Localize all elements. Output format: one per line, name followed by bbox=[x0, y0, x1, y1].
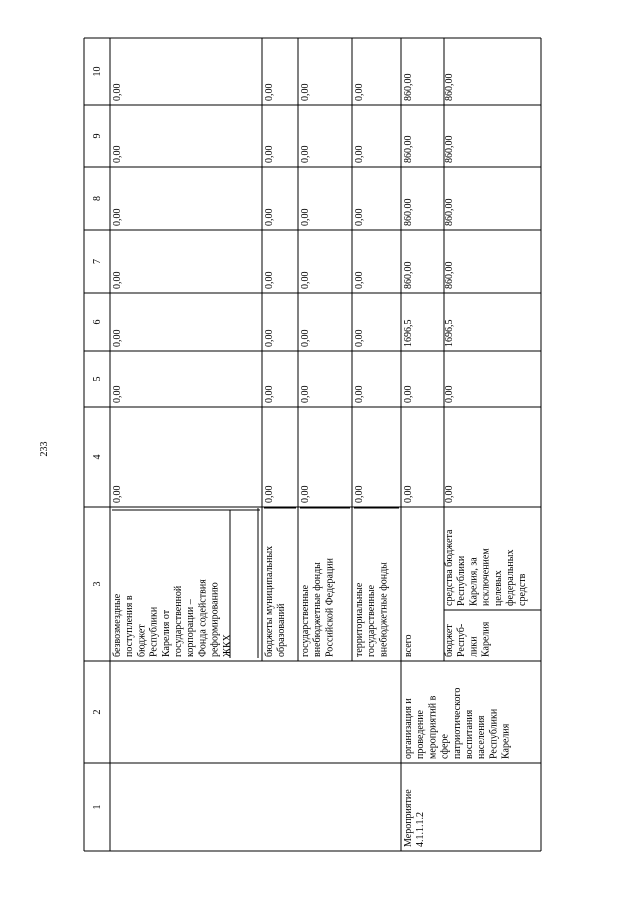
funding-source-detail: федеральных bbox=[505, 549, 516, 606]
row-name: организация и bbox=[403, 698, 414, 759]
row-name: Карелия bbox=[500, 723, 512, 759]
value-cell: 0,00 bbox=[403, 385, 414, 403]
funding-source: Карелия от bbox=[160, 609, 172, 657]
funding-source: лики bbox=[468, 636, 480, 657]
row-name: населения bbox=[476, 715, 488, 759]
value-cell: 860,00 bbox=[403, 73, 414, 101]
value-cell: 0,00 bbox=[264, 385, 275, 403]
funding-source-detail: Карелия, за bbox=[468, 557, 480, 606]
value-cell: 0,00 bbox=[300, 271, 311, 289]
funding-source: всего bbox=[403, 634, 414, 657]
funding-source-detail: средства бюджета bbox=[444, 529, 455, 606]
column-header: 5 bbox=[92, 376, 103, 382]
row-name: сфере bbox=[439, 734, 451, 759]
value-cell: 0,00 bbox=[354, 208, 365, 226]
value-cell: 860,00 bbox=[403, 198, 414, 226]
funding-source: безвозмездные bbox=[112, 593, 123, 657]
funding-source: ЖКХ bbox=[221, 634, 233, 657]
funding-source: реформированию bbox=[209, 582, 221, 657]
funding-source-detail: целевых bbox=[492, 570, 504, 606]
funding-source: государственной bbox=[173, 585, 184, 657]
funding-source: образований bbox=[276, 603, 288, 657]
value-cell: 0,00 bbox=[112, 208, 123, 226]
value-cell: 0,00 bbox=[403, 485, 414, 503]
value-cell: 860,00 bbox=[444, 198, 455, 226]
funding-source-detail: исключением bbox=[480, 548, 492, 606]
value-cell: 0,00 bbox=[354, 145, 365, 163]
page-number: 233 bbox=[39, 441, 50, 457]
value-cell: 0,00 bbox=[264, 83, 275, 101]
column-header: 3 bbox=[92, 581, 103, 587]
value-cell: 0,00 bbox=[300, 208, 311, 226]
funding-source: внебюджетные фонды bbox=[378, 562, 390, 657]
value-cell: 0,00 bbox=[354, 83, 365, 101]
row-code: Мероприятие bbox=[403, 789, 414, 847]
value-cell: 0,00 bbox=[354, 485, 365, 503]
funding-source: бюджеты муниципальных bbox=[264, 545, 275, 657]
value-cell: 860,00 bbox=[403, 135, 414, 163]
funding-source: Российской Федерации bbox=[324, 557, 336, 657]
value-cell: 1696,5 bbox=[444, 319, 455, 347]
value-cell: 0,00 bbox=[444, 385, 455, 403]
value-cell: 0,00 bbox=[300, 329, 311, 347]
funding-source: поступления в bbox=[124, 595, 136, 657]
table-text bbox=[92, 67, 528, 848]
value-cell: 0,00 bbox=[300, 83, 311, 101]
funding-source: Респуб- bbox=[456, 623, 468, 657]
value-cell: 0,00 bbox=[112, 329, 123, 347]
value-cell: 0,00 bbox=[300, 485, 311, 503]
row-name: воспитания bbox=[464, 709, 475, 759]
value-cell: 0,00 bbox=[264, 485, 275, 503]
funding-source: территориальные bbox=[354, 582, 365, 657]
value-cell: 860,00 bbox=[444, 261, 455, 289]
value-cell: 860,00 bbox=[444, 135, 455, 163]
value-cell: 0,00 bbox=[264, 329, 275, 347]
funding-source: Карелия bbox=[480, 621, 492, 657]
funding-source-detail: Республики bbox=[456, 555, 468, 606]
column-header: 2 bbox=[92, 709, 103, 715]
funding-source: Республики bbox=[148, 606, 160, 657]
column-header: 8 bbox=[92, 196, 103, 201]
funding-source: государственные bbox=[366, 584, 378, 657]
value-cell: 0,00 bbox=[112, 385, 123, 403]
value-cell: 0,00 bbox=[354, 329, 365, 347]
column-header: 6 bbox=[92, 319, 103, 325]
value-cell: 0,00 bbox=[264, 271, 275, 289]
value-cell: 860,00 bbox=[403, 261, 414, 289]
funding-source: Фонда содействия bbox=[197, 579, 209, 657]
value-cell: 0,00 bbox=[354, 271, 365, 289]
funding-source: внебюджетные фонды bbox=[312, 562, 324, 657]
funding-source: государственные bbox=[300, 584, 311, 657]
row-name: мероприятий в bbox=[427, 695, 439, 759]
value-cell: 0,00 bbox=[112, 83, 123, 101]
value-cell: 860,00 bbox=[444, 73, 455, 101]
row-code: 4.1.1.1.2 bbox=[415, 812, 427, 847]
funding-source: корпорации – bbox=[185, 599, 197, 657]
value-cell: 0,00 bbox=[354, 385, 365, 403]
column-header: 7 bbox=[92, 259, 103, 264]
value-cell: 0,00 bbox=[444, 485, 455, 503]
value-cell: 0,00 bbox=[300, 145, 311, 163]
value-cell: 0,00 bbox=[112, 271, 123, 289]
value-cell: 0,00 bbox=[300, 385, 311, 403]
column-header: 4 bbox=[92, 454, 103, 460]
column-header: 10 bbox=[92, 66, 103, 77]
row-name: проведение bbox=[415, 710, 427, 759]
value-cell: 0,00 bbox=[264, 145, 275, 163]
row-name: Республики bbox=[488, 708, 500, 759]
value-cell: 1696,5 bbox=[403, 319, 414, 347]
column-header: 9 bbox=[92, 133, 103, 139]
funding-source: бюджет bbox=[444, 624, 455, 657]
funding-source-detail: средств bbox=[517, 573, 529, 606]
value-cell: 0,00 bbox=[264, 208, 275, 226]
row-name: патриотического bbox=[451, 687, 463, 759]
value-cell: 0,00 bbox=[112, 485, 123, 503]
column-header: 1 bbox=[92, 804, 103, 810]
value-cell: 0,00 bbox=[112, 145, 123, 163]
funding-source: бюджет bbox=[136, 624, 148, 657]
